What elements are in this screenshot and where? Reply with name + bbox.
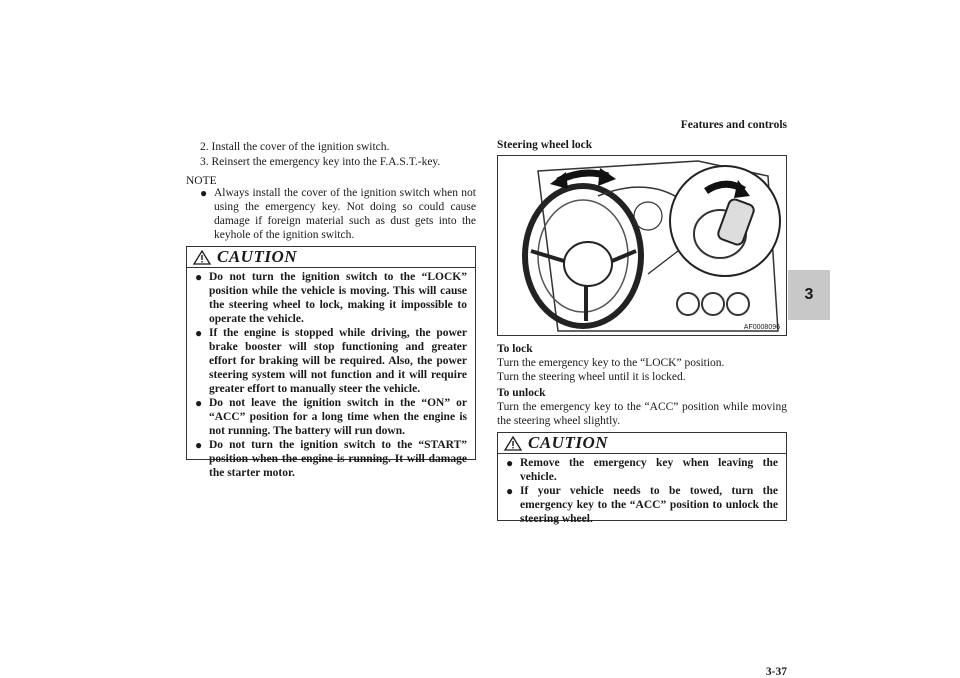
caution-item-text: Do not turn the ignition switch to the “START” position when the engine is running. It will damage the starter motor. xyxy=(209,439,467,479)
bullet-icon: ● xyxy=(195,438,203,452)
caution-item xyxy=(506,456,778,484)
to-unlock-heading: To unlock xyxy=(497,387,546,399)
caution-item-text: If the engine is stopped while driving, the power brake booster will stop functioning and greater effort for braking will be required. Also, the power steering system will not function and it will require greater effort to manually steer the vehicle. xyxy=(209,327,467,395)
caution-item xyxy=(195,270,467,326)
to-lock-section xyxy=(497,342,787,384)
to-unlock-text: Turn the emergency key to the “ACC” position while moving the steering wheel slightly. xyxy=(497,401,787,427)
caution-item-text: Do not leave the ignition switch in the “ON” or “ACC” position for a long time when the engine is not running. The battery will run down. xyxy=(209,397,467,437)
to-lock-line-1: Turn the emergency key to the “LOCK” position. xyxy=(497,357,725,369)
chapter-tab: 3 xyxy=(788,270,830,320)
caution-item-text: If your vehicle needs to be towed, turn the emergency key to the “ACC” position to unlock the steering wheel. xyxy=(520,485,778,525)
page-number: 3-37 xyxy=(765,666,787,678)
bullet-icon: ● xyxy=(506,484,514,498)
warning-triangle-icon xyxy=(504,436,522,451)
to-lock-heading: To lock xyxy=(497,343,533,355)
note-item-text: Always install the cover of the ignition switch when not using the emergency key. Not doing so could cause damage if foreign material such as dust gets into the keyhole of the ignition switch. xyxy=(214,187,476,241)
steering-lock-illustration xyxy=(497,155,787,336)
illustration-code: AF0008096 xyxy=(743,324,780,331)
caution-title: CAUTION xyxy=(217,247,298,266)
caution-item xyxy=(195,326,467,396)
warning-triangle-icon xyxy=(193,250,211,265)
to-lock-line-2: Turn the steering wheel until it is locked. xyxy=(497,371,686,383)
caution-box-right xyxy=(497,432,787,525)
caution-header xyxy=(498,433,786,453)
caution-item xyxy=(506,484,778,526)
caution-list xyxy=(498,454,786,530)
page-header-title: Features and controls xyxy=(680,119,787,131)
note-label: NOTE xyxy=(186,175,217,187)
step-3: 3. Reinsert the emergency key into the F.A.S.T.-key. xyxy=(200,156,441,168)
caution-item-text: Do not turn the ignition switch to the “LOCK” position while the vehicle is moving. This will cause the steering wheel to lock, making it impossible to operate the vehicle. xyxy=(209,271,467,325)
bullet-icon: ● xyxy=(200,186,208,200)
bullet-icon: ● xyxy=(195,396,203,410)
caution-item xyxy=(195,396,467,438)
note-item xyxy=(200,186,476,242)
bullet-icon: ● xyxy=(195,326,203,340)
section-title: Steering wheel lock xyxy=(497,139,593,151)
caution-header xyxy=(187,247,475,267)
caution-item xyxy=(195,438,467,480)
caution-item-text: Remove the emergency key when leaving the vehicle. xyxy=(520,457,778,483)
caution-list xyxy=(187,268,475,484)
caution-box-left xyxy=(186,246,476,479)
step-2: 2. Install the cover of the ignition switch. xyxy=(200,141,390,153)
to-unlock-section xyxy=(497,386,787,428)
bullet-icon: ● xyxy=(506,456,514,470)
caution-title: CAUTION xyxy=(528,433,609,452)
steering-wheel-icon xyxy=(498,156,786,335)
bullet-icon: ● xyxy=(195,270,203,284)
